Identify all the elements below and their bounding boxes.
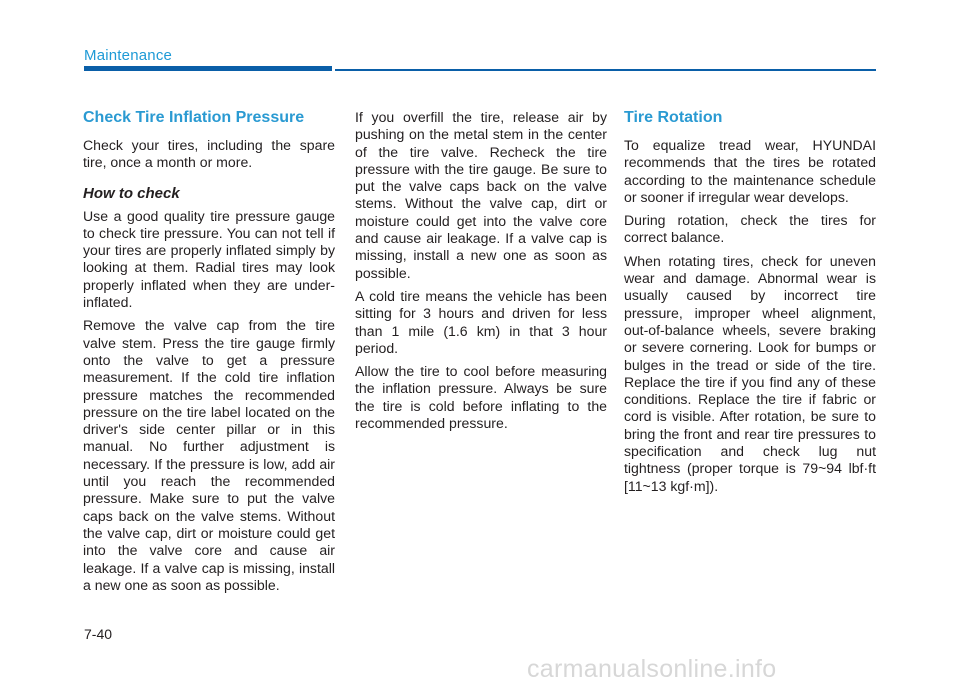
heading-check-tire-inflation: Check Tire Inflation Pressure (83, 109, 305, 126)
page-number: 7-40 (84, 626, 113, 642)
paragraph-balance: During rotation, check the tires for correct balance. (624, 212, 876, 246)
paragraph-valve-cap: Remove the valve cap from the tire valve stem. Press the tire gauge firmly onto the valve to get a pressure measurement. If the cold tire inflation pressure matches the recommended pressure on the tire label located on the driver's side center pillar or in this manual. No further adjustment is necessary. If the pressure is low, add air until you reach the recommended pressure. Make sure to put the valve caps back on the valve stems. Without the valve cap, dirt or moisture could get into the valve core and cause air leakage. If a valve cap is missing, install a new one as soon as possible. (83, 317, 335, 593)
column-left (83, 108, 335, 600)
column-right (624, 108, 876, 501)
paragraph-cool-before-measuring: Allow the tire to cool before measuring the inflation pressure. Always be sure the tire is cold before inflating to the recommended pressure. (355, 363, 607, 432)
column-middle (355, 109, 607, 438)
paragraph-overfill: If you overfill the tire, release air by pushing on the metal stem in the center of the tire valve. Recheck the tire pressure with the tire gauge. Be sure to put the valve caps back on the valve stems. Without the valve cap, dirt or moisture could get into the valve core and cause air leakage. If a valve cap is missing, install a new one as soon as possible. (355, 109, 607, 281)
paragraph-cold-tire: A cold tire means the vehicle has been sitting for 3 hours and driven for less than 1 mile (1.6 km) in that 3 hour period. (355, 287, 607, 356)
header-rule-thin (335, 69, 876, 71)
paragraph-intro: Check your tires, including the spare tire, once a month or more. (83, 137, 335, 171)
subheading-how-to-check: How to check (83, 184, 180, 202)
section-title: Maintenance (84, 47, 173, 64)
heading-tire-rotation: Tire Rotation (624, 109, 723, 126)
watermark: carmanualsonline.info (527, 655, 777, 683)
paragraph-gauge: Use a good quality tire pressure gauge to check tire pressure. You can not tell if your tires are properly inflated simply by looking at them. Radial tires may look properly inflated when they are under-inflated. (83, 207, 335, 311)
header-rule-thick (84, 66, 332, 71)
paragraph-uneven-wear: When rotating tires, check for uneven wear and damage. Abnormal wear is usually caused by incorrect tire pressure, improper wheel alignment, out-of-balance wheels, severe braking or severe cornering. Look for bumps or bulges in the tread or side of the tire. Replace the tire if you find any of these conditions. Replace the tire if fabric or cord is visible. After rotation, be sure to bring the front and rear tire pressures to specification and check lug nut tightness (proper torque is 79~94 lbf·ft [11~13 kgf·m]). (624, 252, 876, 494)
paragraph-equalize-wear: To equalize tread wear, HYUNDAI recommends that the tires be rotated according to the maintenance schedule or sooner if irregular wear develops. (624, 137, 876, 205)
